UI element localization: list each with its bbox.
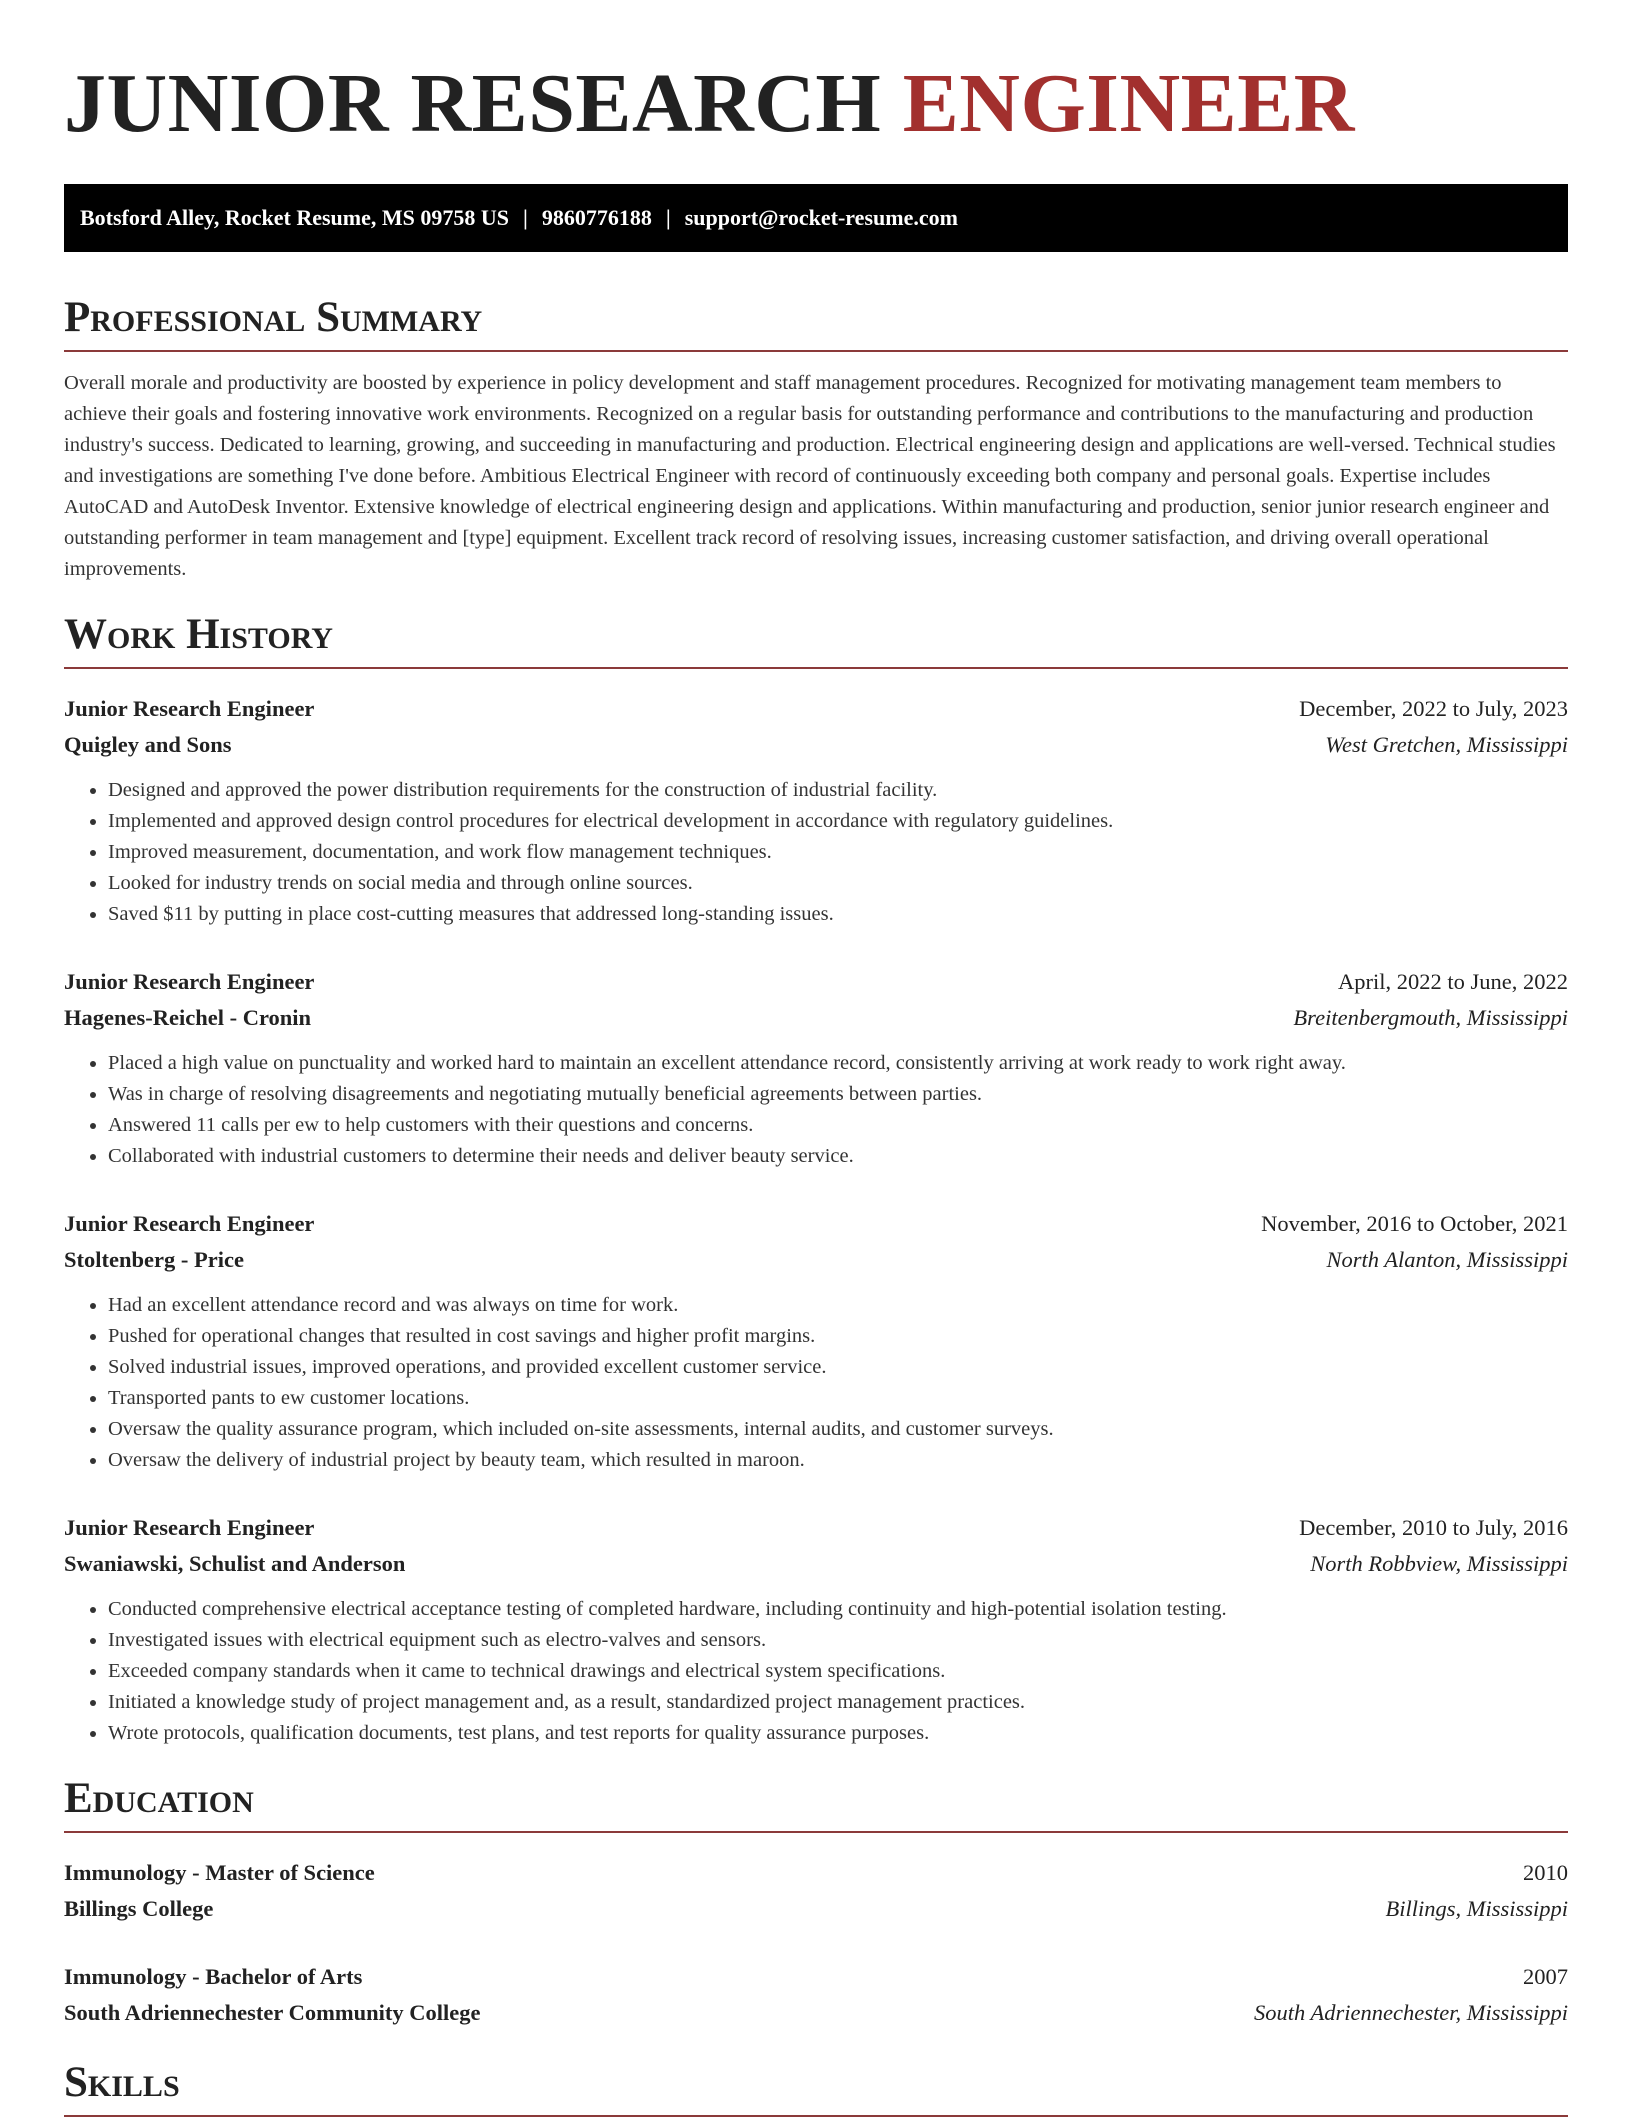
job-location: Breitenbergmouth, Mississippi [1293,1005,1568,1030]
education-entry [64,1959,1568,2031]
job-bullet: • Investigated issues with electrical equipment such as electro-valves and sensors. [108,1625,1568,1656]
job-title: Junior Research Engineer [64,1211,315,1236]
contact-separator: | [522,205,528,230]
job-bullet: • Transported pants to ew customer locations. [108,1383,1568,1414]
contact-bar [64,184,1568,252]
job-bullet: • Conducted comprehensive electrical acceptance testing of completed hardware, including continuity and high-potential isolation testing. [108,1594,1568,1625]
job-header-row [64,691,1568,727]
job-company-row [64,727,1568,763]
job-location: West Gretchen, Mississippi [1325,732,1568,757]
contact-address: Botsford Alley, Rocket Resume, MS 09758 US [80,205,509,230]
title-main: JUNIOR RESEARCH [64,57,882,150]
job-bullet: • Wrote protocols, qualification documents, test plans, and test reports for quality assurance purposes. [108,1718,1568,1749]
job-company-row [64,1000,1568,1036]
job-bullet: • Oversaw the delivery of industrial project by beauty team, which resulted in maroon. [108,1445,1568,1476]
education-year: 2007 [1523,1964,1568,1989]
education-location: South Adriennechester, Mississippi [1254,2000,1568,2025]
education-header-row [64,1959,1568,1995]
job-bullets [64,1048,1568,1172]
job-bullet: • Improved measurement, documentation, and work flow management techniques. [108,837,1568,868]
education-list [64,1855,1568,2031]
job-bullet: • Answered 11 calls per ew to help customers with their questions and concerns. [108,1110,1568,1141]
job-entry [64,964,1568,1172]
summary-heading: Professional Summary [64,294,1568,352]
resume-title [64,58,1568,150]
job-bullet: • Placed a high value on punctuality and worked hard to maintain an excellent attendance record, consistently arriving at work ready to work right away. [108,1048,1568,1079]
job-bullet: • Exceeded company standards when it came to technical drawings and electrical system specifications. [108,1656,1568,1687]
job-bullet: • Pushed for operational changes that resulted in cost savings and higher profit margins. [108,1321,1568,1352]
job-bullet: • Saved $11 by putting in place cost-cutting measures that addressed long-standing issues. [108,899,1568,930]
job-entry [64,1510,1568,1749]
work-history-heading: Work History [64,611,1568,669]
education-heading: Education [64,1775,1568,1833]
summary-text: Overall morale and productivity are boosted by experience in policy development and staff management procedures. Recognized for motivating management team members to achieve their goals and fostering innovative work environments. Recognized on a regular basis for outstanding performance and contributions to the manufacturing and production industry's success. Dedicated to learning, growing, and succeeding in manufacturing and production. Electrical engineering design and applications are well-versed. Technical studies and investigations are something I've done before. Ambitious Electrical Engineer with record of continuously exceeding both company and personal goals. Expertise includes AutoCAD and AutoDesk Inventor. Extensive knowledge of electrical engineering design and applications. Within manufacturing and production, senior junior research engineer and outstanding performer in team management and [type] equipment. Excellent track record of resolving issues, increasing customer satisfaction, and driving overall operational improvements. [64,372,1556,580]
job-dates: November, 2016 to October, 2021 [1261,1211,1568,1236]
education-entry [64,1855,1568,1927]
education-location: Billings, Mississippi [1385,1896,1568,1921]
education-school-row [64,1995,1568,2031]
job-bullet: • Solved industrial issues, improved operations, and provided excellent customer service. [108,1352,1568,1383]
job-bullets [64,1290,1568,1476]
education-school-row [64,1891,1568,1927]
job-bullet: • Designed and approved the power distribution requirements for the construction of industrial facility. [108,775,1568,806]
job-bullet: • Collaborated with industrial customers to determine their needs and deliver beauty service. [108,1141,1568,1172]
job-header-row [64,1510,1568,1546]
title-accent: ENGINEER [902,57,1355,150]
job-bullets [64,775,1568,930]
job-bullets [64,1594,1568,1749]
job-company: Swaniawski, Schulist and Anderson [64,1551,406,1576]
contact-phone: 9860776188 [541,205,652,230]
job-bullet: • Initiated a knowledge study of project management and, as a result, standardized project management practices. [108,1687,1568,1718]
job-company: Hagenes-Reichel - Cronin [64,1005,312,1030]
job-header-row [64,964,1568,1000]
education-header-row [64,1855,1568,1891]
education-degree: Immunology - Master of Science [64,1860,375,1885]
job-title: Junior Research Engineer [64,969,315,994]
job-dates: April, 2022 to June, 2022 [1338,969,1568,994]
job-entry [64,691,1568,930]
job-location: North Alanton, Mississippi [1326,1247,1568,1272]
job-bullet: • Had an excellent attendance record and was always on time for work. [108,1290,1568,1321]
job-company: Stoltenberg - Price [64,1247,244,1272]
job-bullet: • Implemented and approved design control procedures for electrical development in accordance with regulatory guidelines. [108,806,1568,837]
resume-page [64,0,1568,2117]
job-title: Junior Research Engineer [64,1515,315,1540]
contact-email: support@rocket-resume.com [684,205,958,230]
job-header-row [64,1206,1568,1242]
job-bullet: • Was in charge of resolving disagreements and negotiating mutually beneficial agreements between parties. [108,1079,1568,1110]
education-school: Billings College [64,1896,214,1921]
job-dates: December, 2022 to July, 2023 [1299,696,1568,721]
work-history-list [64,691,1568,1749]
job-bullet: • Looked for industry trends on social media and through online sources. [108,868,1568,899]
job-company-row [64,1546,1568,1582]
job-company-row [64,1242,1568,1278]
job-bullet: • Oversaw the quality assurance program, which included on-site assessments, internal audits, and customer surveys. [108,1414,1568,1445]
education-school: South Adriennechester Community College [64,2000,481,2025]
job-entry [64,1206,1568,1476]
job-location: North Robbview, Mississippi [1310,1551,1568,1576]
skills-heading: Skills [64,2059,1568,2117]
contact-separator: | [665,205,671,230]
education-year: 2010 [1523,1860,1568,1885]
job-title: Junior Research Engineer [64,696,315,721]
education-degree: Immunology - Bachelor of Arts [64,1964,363,1989]
job-dates: December, 2010 to July, 2016 [1299,1515,1568,1540]
job-company: Quigley and Sons [64,732,232,757]
